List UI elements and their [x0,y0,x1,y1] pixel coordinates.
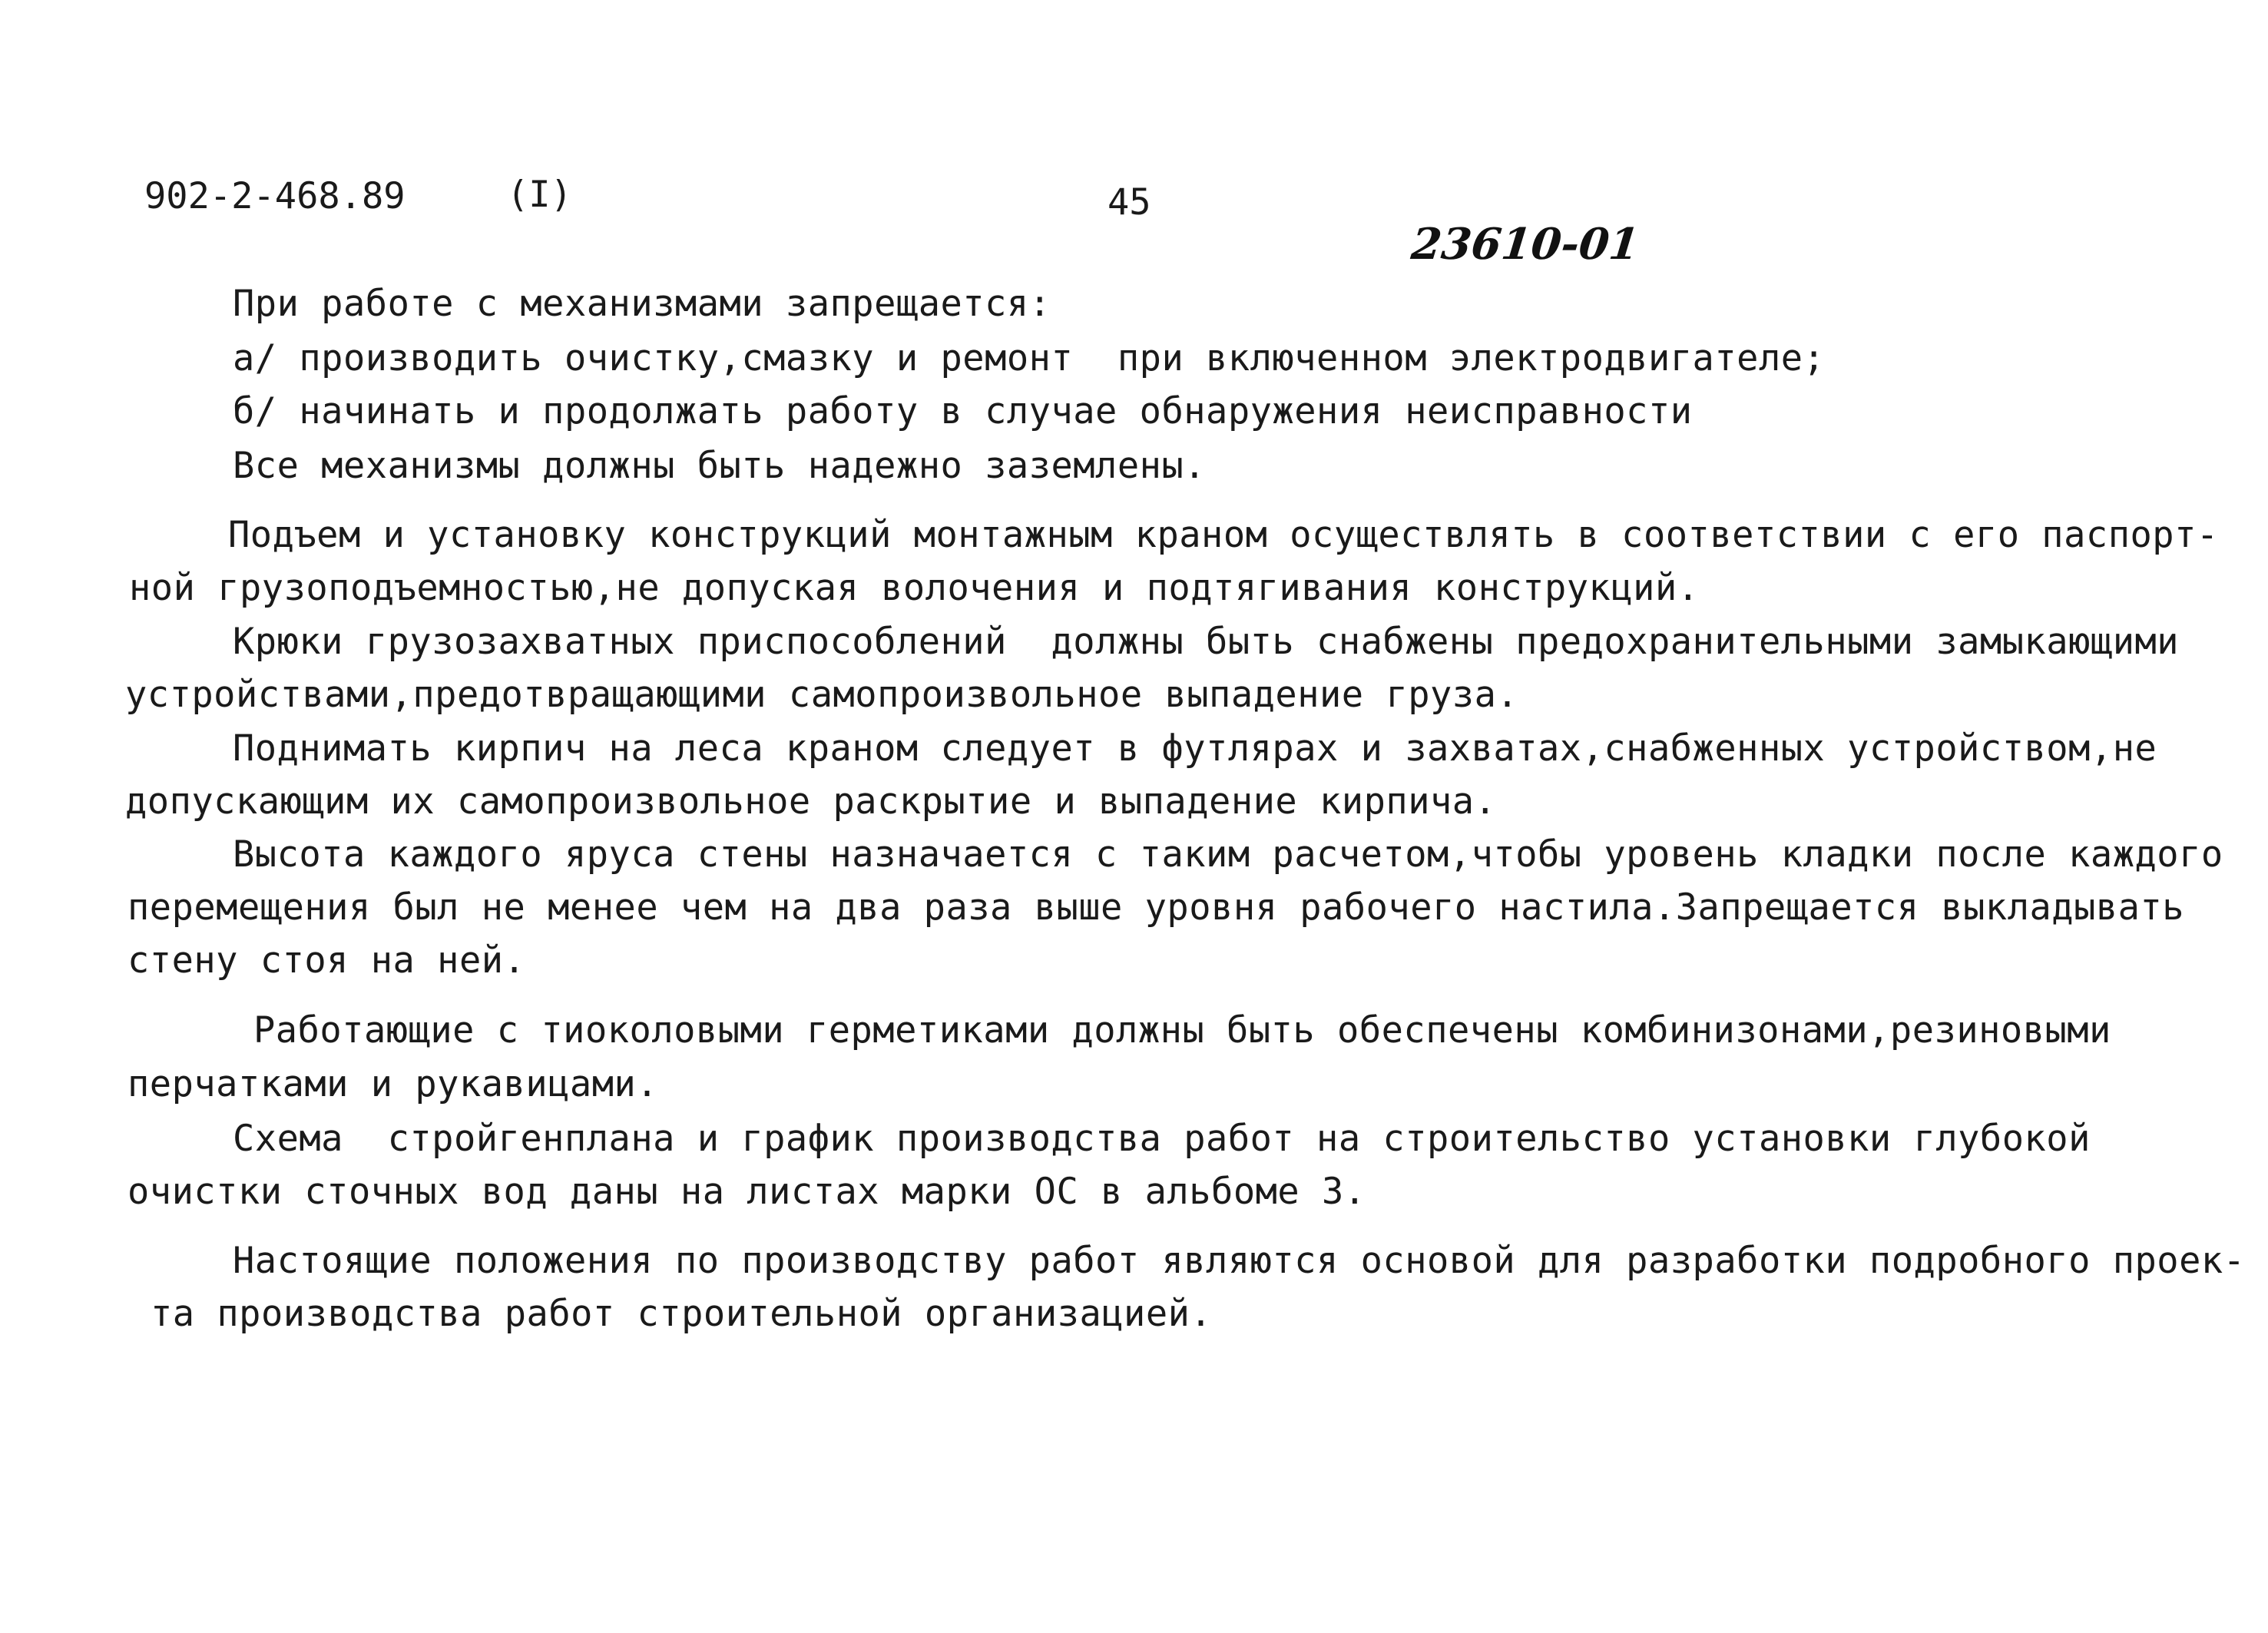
prohibition-item-a: а/ производить очистку,смазку и ремонт при включенном электродвигателе; [233,337,1826,379]
paragraph-provisions-line-2: та производства работ строительной организацией. [151,1293,1213,1335]
paragraph-crane-line-2: ной грузоподъемностью,не допуская волочения и подтягивания конструкций. [129,567,1700,609]
paragraph-sealants-line-2: перчатками и рукавицами. [127,1063,659,1105]
paragraph-sealants-line-1: Работающие с тиоколовыми герметиками должны быть обеспечены комбинизонами,резиновыми [253,1009,2111,1052]
paragraph-hooks-line-1: Крюки грузозахватных приспособлений должны быть снабжены предохранительными замыкающими [233,621,2180,663]
inventory-stamp: 23610-01 [1409,219,1642,270]
grounding-requirement: Все механизмы должны быть надежно заземлены. [233,445,1207,487]
paragraph-wall-line-1: Высота каждого яруса стены назначается с таким расчетом,чтобы уровень кладки после каждого [233,833,2223,876]
paragraph-scheme-line-2: очистки сточных вод даны на листах марки ОС в альбоме 3. [127,1171,1366,1213]
page-number: 45 [1108,181,1151,224]
paragraph-wall-line-2: перемещения был не менее чем на два раза выше уровня рабочего настила.Запрещается выкладывать [127,886,2185,929]
paragraph-provisions-line-1: Настоящие положения по производству работ являются основой для разработки подробного проек- [233,1240,2246,1282]
paragraph-scheme-line-1: Схема стройгенплана и график производства работ на строительство установки глубокой [233,1118,2091,1160]
paragraph-bricks-line-1: Поднимать кирпич на леса краном следует в футлярах и захватах,снабженных устройством,не [233,727,2157,770]
prohibitions-title: При работе с механизмами запрещается: [233,283,1051,325]
document-code: 902-2-468.89 [144,175,406,217]
paragraph-crane-line-1: Подъем и установку конструкций монтажным краном осуществлять в соответствии с его паспорт- [228,514,2219,556]
paragraph-hooks-line-2: устройствами,предотвращающими самопроизвольное выпадение груза. [125,674,1519,716]
prohibition-item-b: б/ начинать и продолжать работу в случае обнаружения неисправности [233,390,1693,432]
paragraph-bricks-line-2: допускающим их самопроизвольное раскрытие и выпадение кирпича. [125,780,1497,823]
paragraph-wall-line-3: стену стоя на ней. [127,939,526,982]
part-number: (I) [507,174,572,216]
